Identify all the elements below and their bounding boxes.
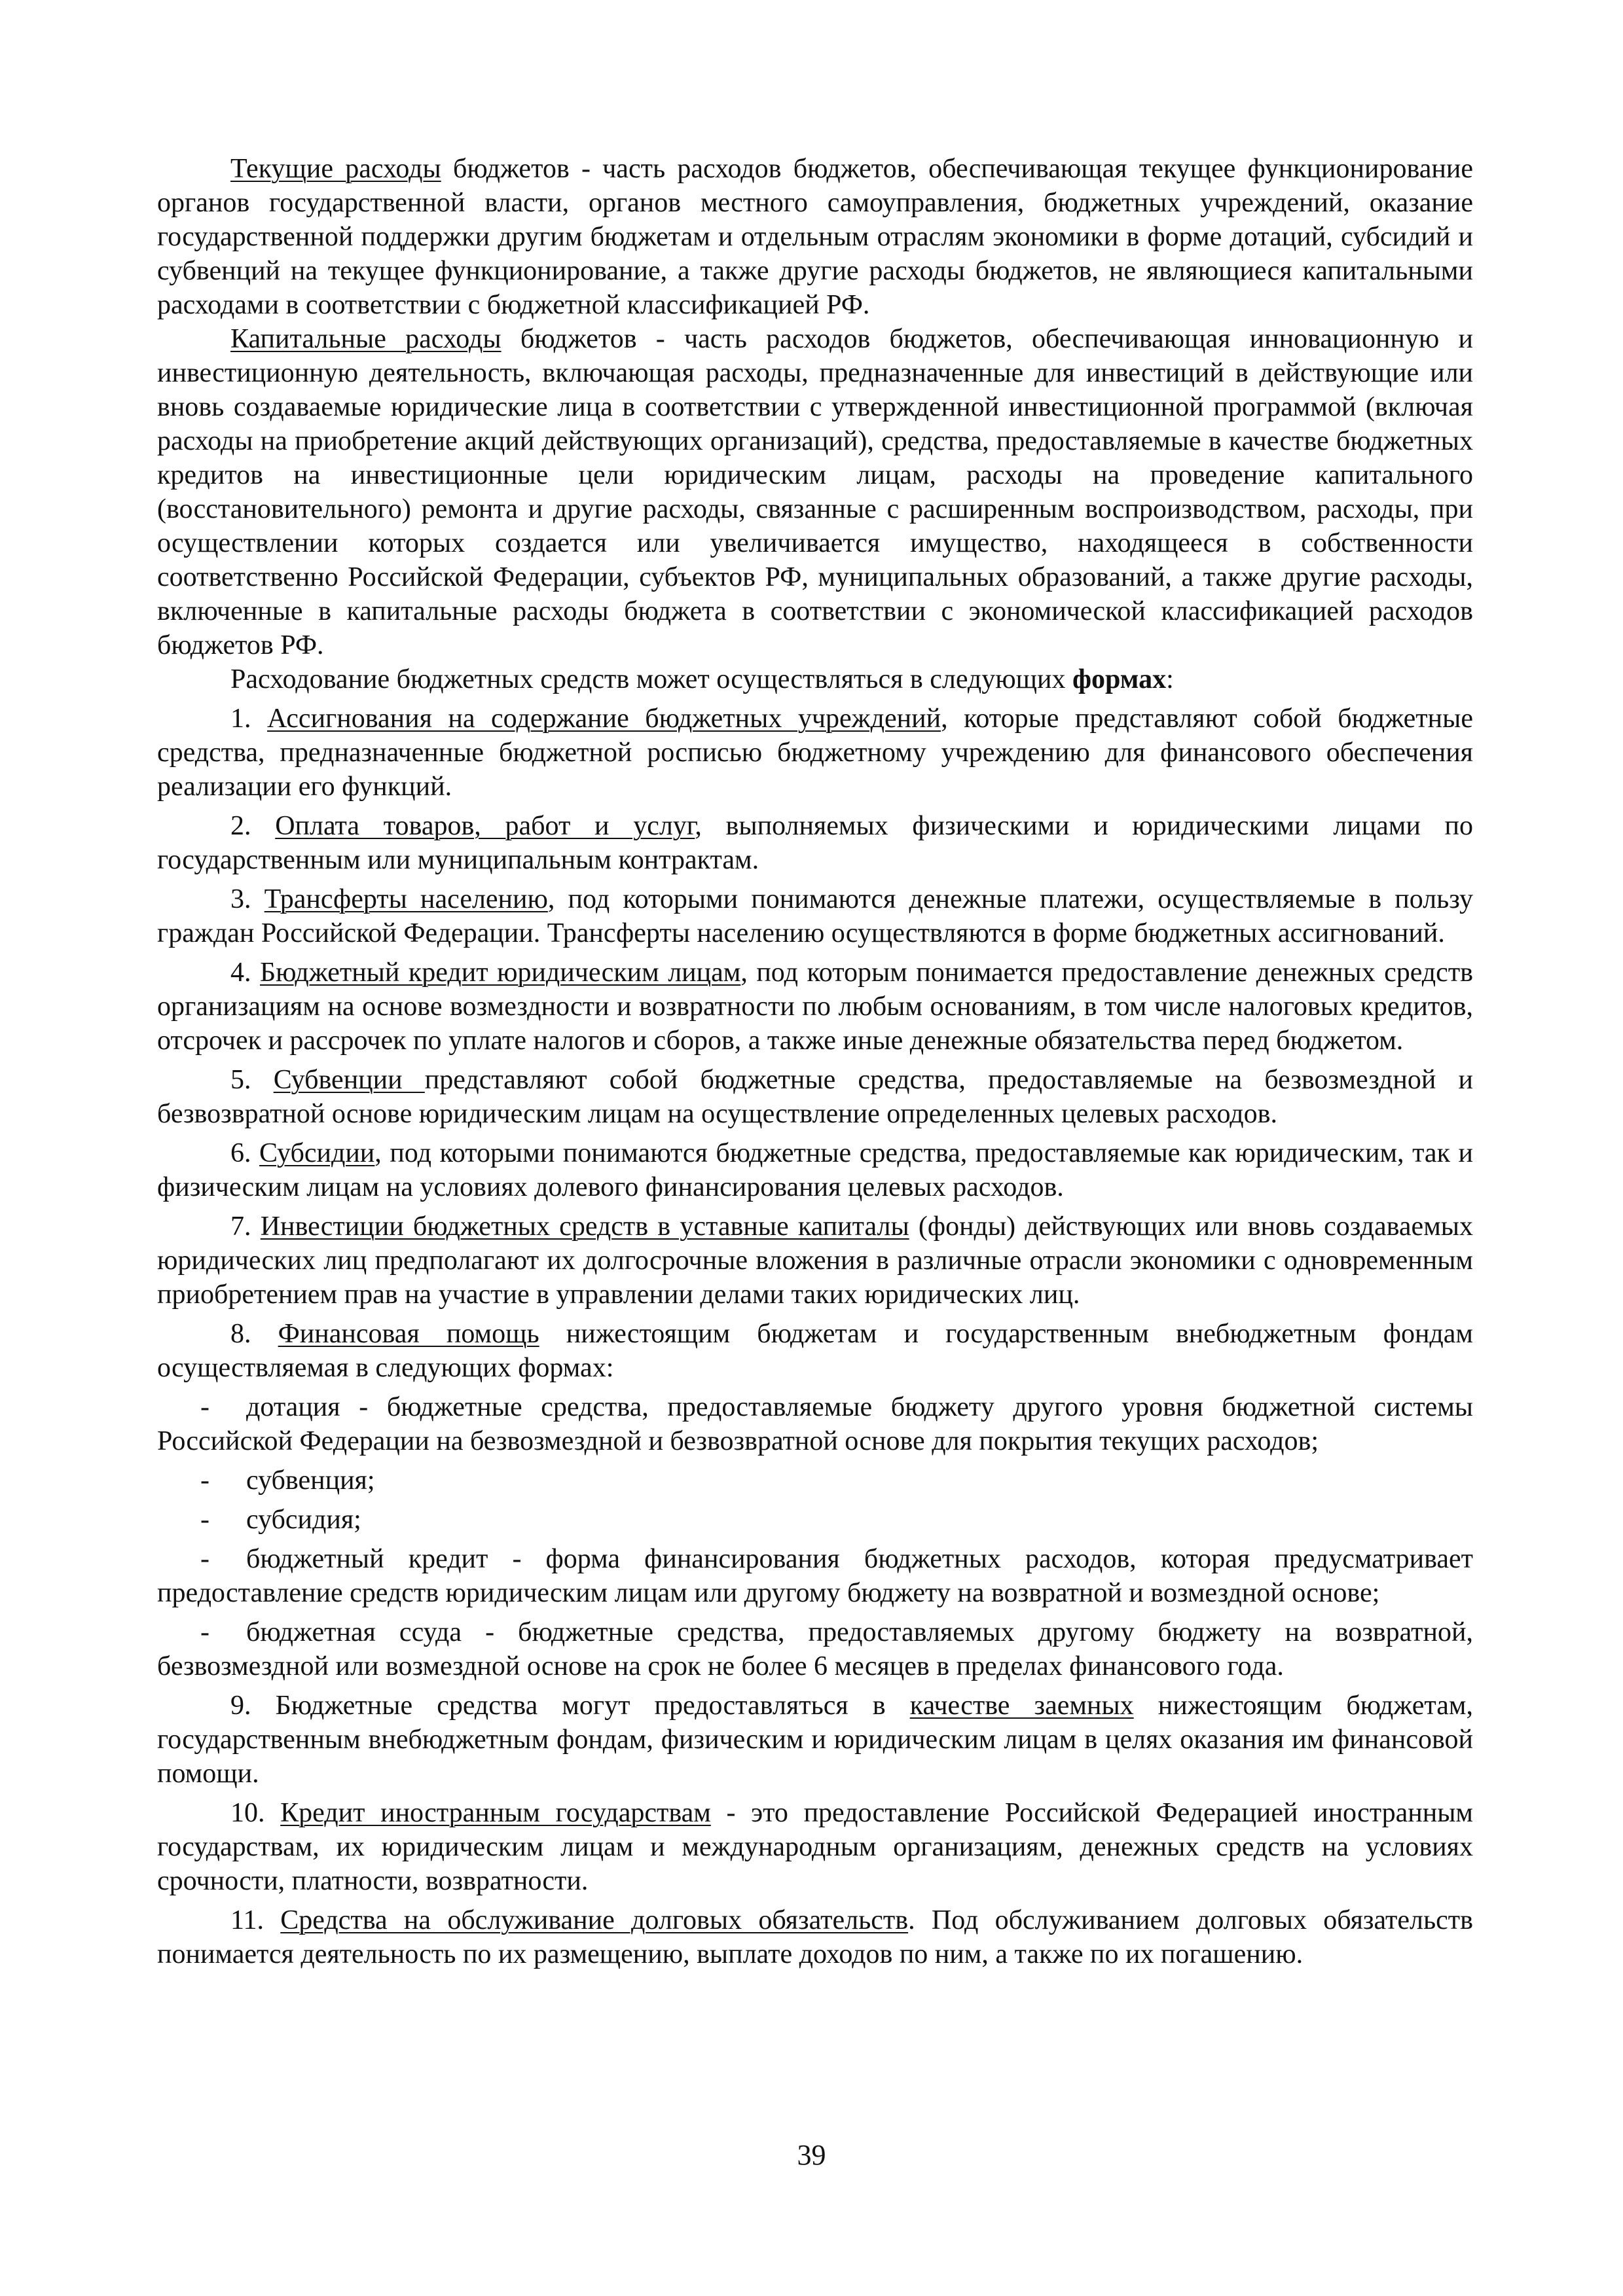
dash-marker: - [200, 1617, 210, 1647]
dash-marker: - [200, 1544, 210, 1574]
list-item-2 [157, 809, 1473, 877]
item-number: 1. [230, 704, 267, 734]
item-text: - это предоставление Российской Федерацией иностранным государствам, их юридическим лицам и международным организациям, денежных средств на условиях срочности, платности, возвратности. [157, 1798, 1474, 1896]
item-text: , под которыми понимаются денежные платежи, осуществляемые в пользу граждан Российской Федерации. Трансферты населению осуществляются в форме бюджетных ассигнований. [157, 884, 1473, 948]
paragraph-text: Расходование бюджетных средств может осуществляться в следующих [230, 664, 1072, 694]
item-number: 2. [230, 811, 276, 841]
dash-item-subsidy-grant [157, 1390, 1473, 1458]
dash-item-subvention [157, 1463, 1473, 1498]
dash-marker: - [200, 1392, 210, 1422]
list-item-9 [157, 1689, 1473, 1791]
paragraph-text: : [1166, 664, 1174, 694]
item-number: 11. [230, 1905, 281, 1935]
item-term: Субсидии [259, 1138, 375, 1168]
list-item-11 [157, 1903, 1473, 1971]
list-item-5 [157, 1063, 1473, 1131]
item-text: . Под обслуживанием долговых обязательств понимается деятельность по их размещению, выплате доходов по ним, а также по их погашению. [157, 1905, 1473, 1969]
item-text: , выполняемых физическими и юридическими лицами по государственным или муниципальным контрактам. [157, 811, 1474, 875]
paragraph-capital-expenses [157, 322, 1473, 662]
term-current-expenses: Текущие расходы [230, 154, 441, 184]
dash-marker: - [200, 1505, 210, 1535]
bold-term-forms: формах [1072, 664, 1167, 694]
dash-item-subsidy [157, 1503, 1473, 1537]
item-number: 3. [230, 884, 264, 914]
dash-item-budget-loan [157, 1615, 1473, 1683]
page-number: 39 [797, 2139, 826, 2171]
item-term: Субвенции [273, 1065, 425, 1095]
paragraph-current-expenses [157, 152, 1473, 322]
item-text: нижестоящим бюджетам и государственным внебюджетным фондам осуществляемая в следующих формах: [157, 1319, 1474, 1383]
item-term: Средства на обслуживание долговых обязательств [280, 1905, 909, 1935]
item-term: качестве заемных [909, 1691, 1134, 1721]
item-term: Ассигнования на содержание бюджетных учреждений [267, 704, 941, 734]
dash-text: субвенция; [246, 1465, 375, 1496]
item-text: 9. Бюджетные средства могут предоставляться в [230, 1691, 910, 1721]
item-number: 4. [230, 958, 261, 988]
item-number: 5. [230, 1065, 274, 1095]
item-term: Финансовая помощь [278, 1319, 539, 1349]
list-item-7 [157, 1210, 1473, 1312]
item-number: 7. [230, 1211, 261, 1242]
dash-text: бюджетная ссуда - бюджетные средства, предоставляемых другому бюджету на возвратной, безвозмездной или возмездной основе на срок не более 6 месяцев в пределах финансового года. [157, 1617, 1473, 1681]
item-number: 6. [230, 1138, 260, 1168]
item-term: Кредит иностранным государствам [280, 1798, 711, 1828]
list-item-8 [157, 1317, 1473, 1385]
item-number: 10. [230, 1798, 281, 1828]
dash-text: субсидия; [246, 1505, 361, 1535]
term-capital-expenses: Капитальные расходы [230, 324, 501, 354]
item-term: Трансферты населению [264, 884, 548, 914]
paragraph-forms-intro [157, 662, 1473, 696]
item-text: , под которым понимается предоставление денежных средств организациям на основе возмездности и возвратности по любым основаниям, в том числе налоговых кредитов, отсрочек и рассрочек по уплате налогов и сборов, а также иные денежные обязательства перед бюджетом. [157, 958, 1474, 1056]
dash-item-budget-credit [157, 1542, 1473, 1610]
item-text: представляют собой бюджетные средства, предоставляемые на безвозмездной и безвозвратной основе юридическим лицам на осуществление определенных целевых расходов. [157, 1065, 1474, 1129]
list-item-10 [157, 1796, 1473, 1898]
item-term: Инвестиции бюджетных средств в уставные капиталы [260, 1211, 909, 1242]
dash-text: дотация - бюджетные средства, предоставляемые бюджету другого уровня бюджетной системы Российской Федерации на безвозмездной и безвозвратной основе для покрытия текущих расходов; [157, 1392, 1473, 1456]
item-text: , под которыми понимаются бюджетные средства, предоставляемые как юридическим, так и физическим лицам на условиях долевого финансирования целевых расходов. [157, 1138, 1473, 1202]
paragraph-text: бюджетов - часть расходов бюджетов, обеспечивающая инновационную и инвестиционную деятельность, включающая расходы, предназначенные для инвестиций в действующие или вновь создаваемые юридические лица в соответствии с утвержденной инвестиционной программой (включая расходы на приобретение акций действующих организаций), средства, предоставляемые в качестве бюджетных кредитов на инвестиционные цели юридическим лицам, расходы на проведение капитального (восстановительного) ремонта и другие расходы, связанные с расширенным воспроизводством, расходы, при осуществлении которых создается или увеличивается имущество, находящееся в собственности соответственно Российской Федерации, субъектов РФ, муниципальных образований, а также другие расходы, включенные в капитальные расходы бюджета в соответствии с экономической классификацией расходов бюджетов РФ. [157, 324, 1474, 660]
item-term: Бюджетный кредит юридическим лицам [260, 958, 741, 988]
document-page [157, 152, 1473, 1971]
item-term: Оплата товаров, работ и услуг [275, 811, 695, 841]
list-item-6 [157, 1136, 1473, 1204]
dash-marker: - [200, 1465, 210, 1496]
item-text: нижестоящим бюджетам, государственным внебюджетным фондам, физическим и юридическим лицам в целях оказания им финансовой помощи. [157, 1691, 1473, 1789]
item-number: 8. [230, 1319, 278, 1349]
list-item-1 [157, 702, 1473, 804]
list-item-4 [157, 956, 1473, 1058]
dash-text: бюджетный кредит - форма финансирования бюджетных расходов, которая предусматривает предоставление средств юридическим лицам или другому бюджету на возвратной и возмездной основе; [157, 1544, 1473, 1608]
item-text: (фонды) действующих или вновь создаваемых юридических лиц предполагают их долгосрочные вложения в различные отрасли экономики с одновременным приобретением прав на участие в управлении делами таких юридических лиц. [157, 1211, 1473, 1310]
paragraph-text: бюджетов - часть расходов бюджетов, обеспечивающая текущее функционирование органов государственной власти, органов местного самоуправления, бюджетных учреждений, оказание государственной поддержки другим бюджетам и отдельным отраслям экономики в форме дотаций, субсидий и субвенций на текущее функционирование, а также другие расходы бюджетов, не являющиеся капитальными расходами в соответствии с бюджетной классификацией РФ. [157, 154, 1473, 320]
item-text: , которые представляют собой бюджетные средства, предназначенные бюджетной росписью бюджетному учреждению для финансового обеспечения реализации его функций. [157, 704, 1474, 802]
list-item-3 [157, 882, 1473, 950]
